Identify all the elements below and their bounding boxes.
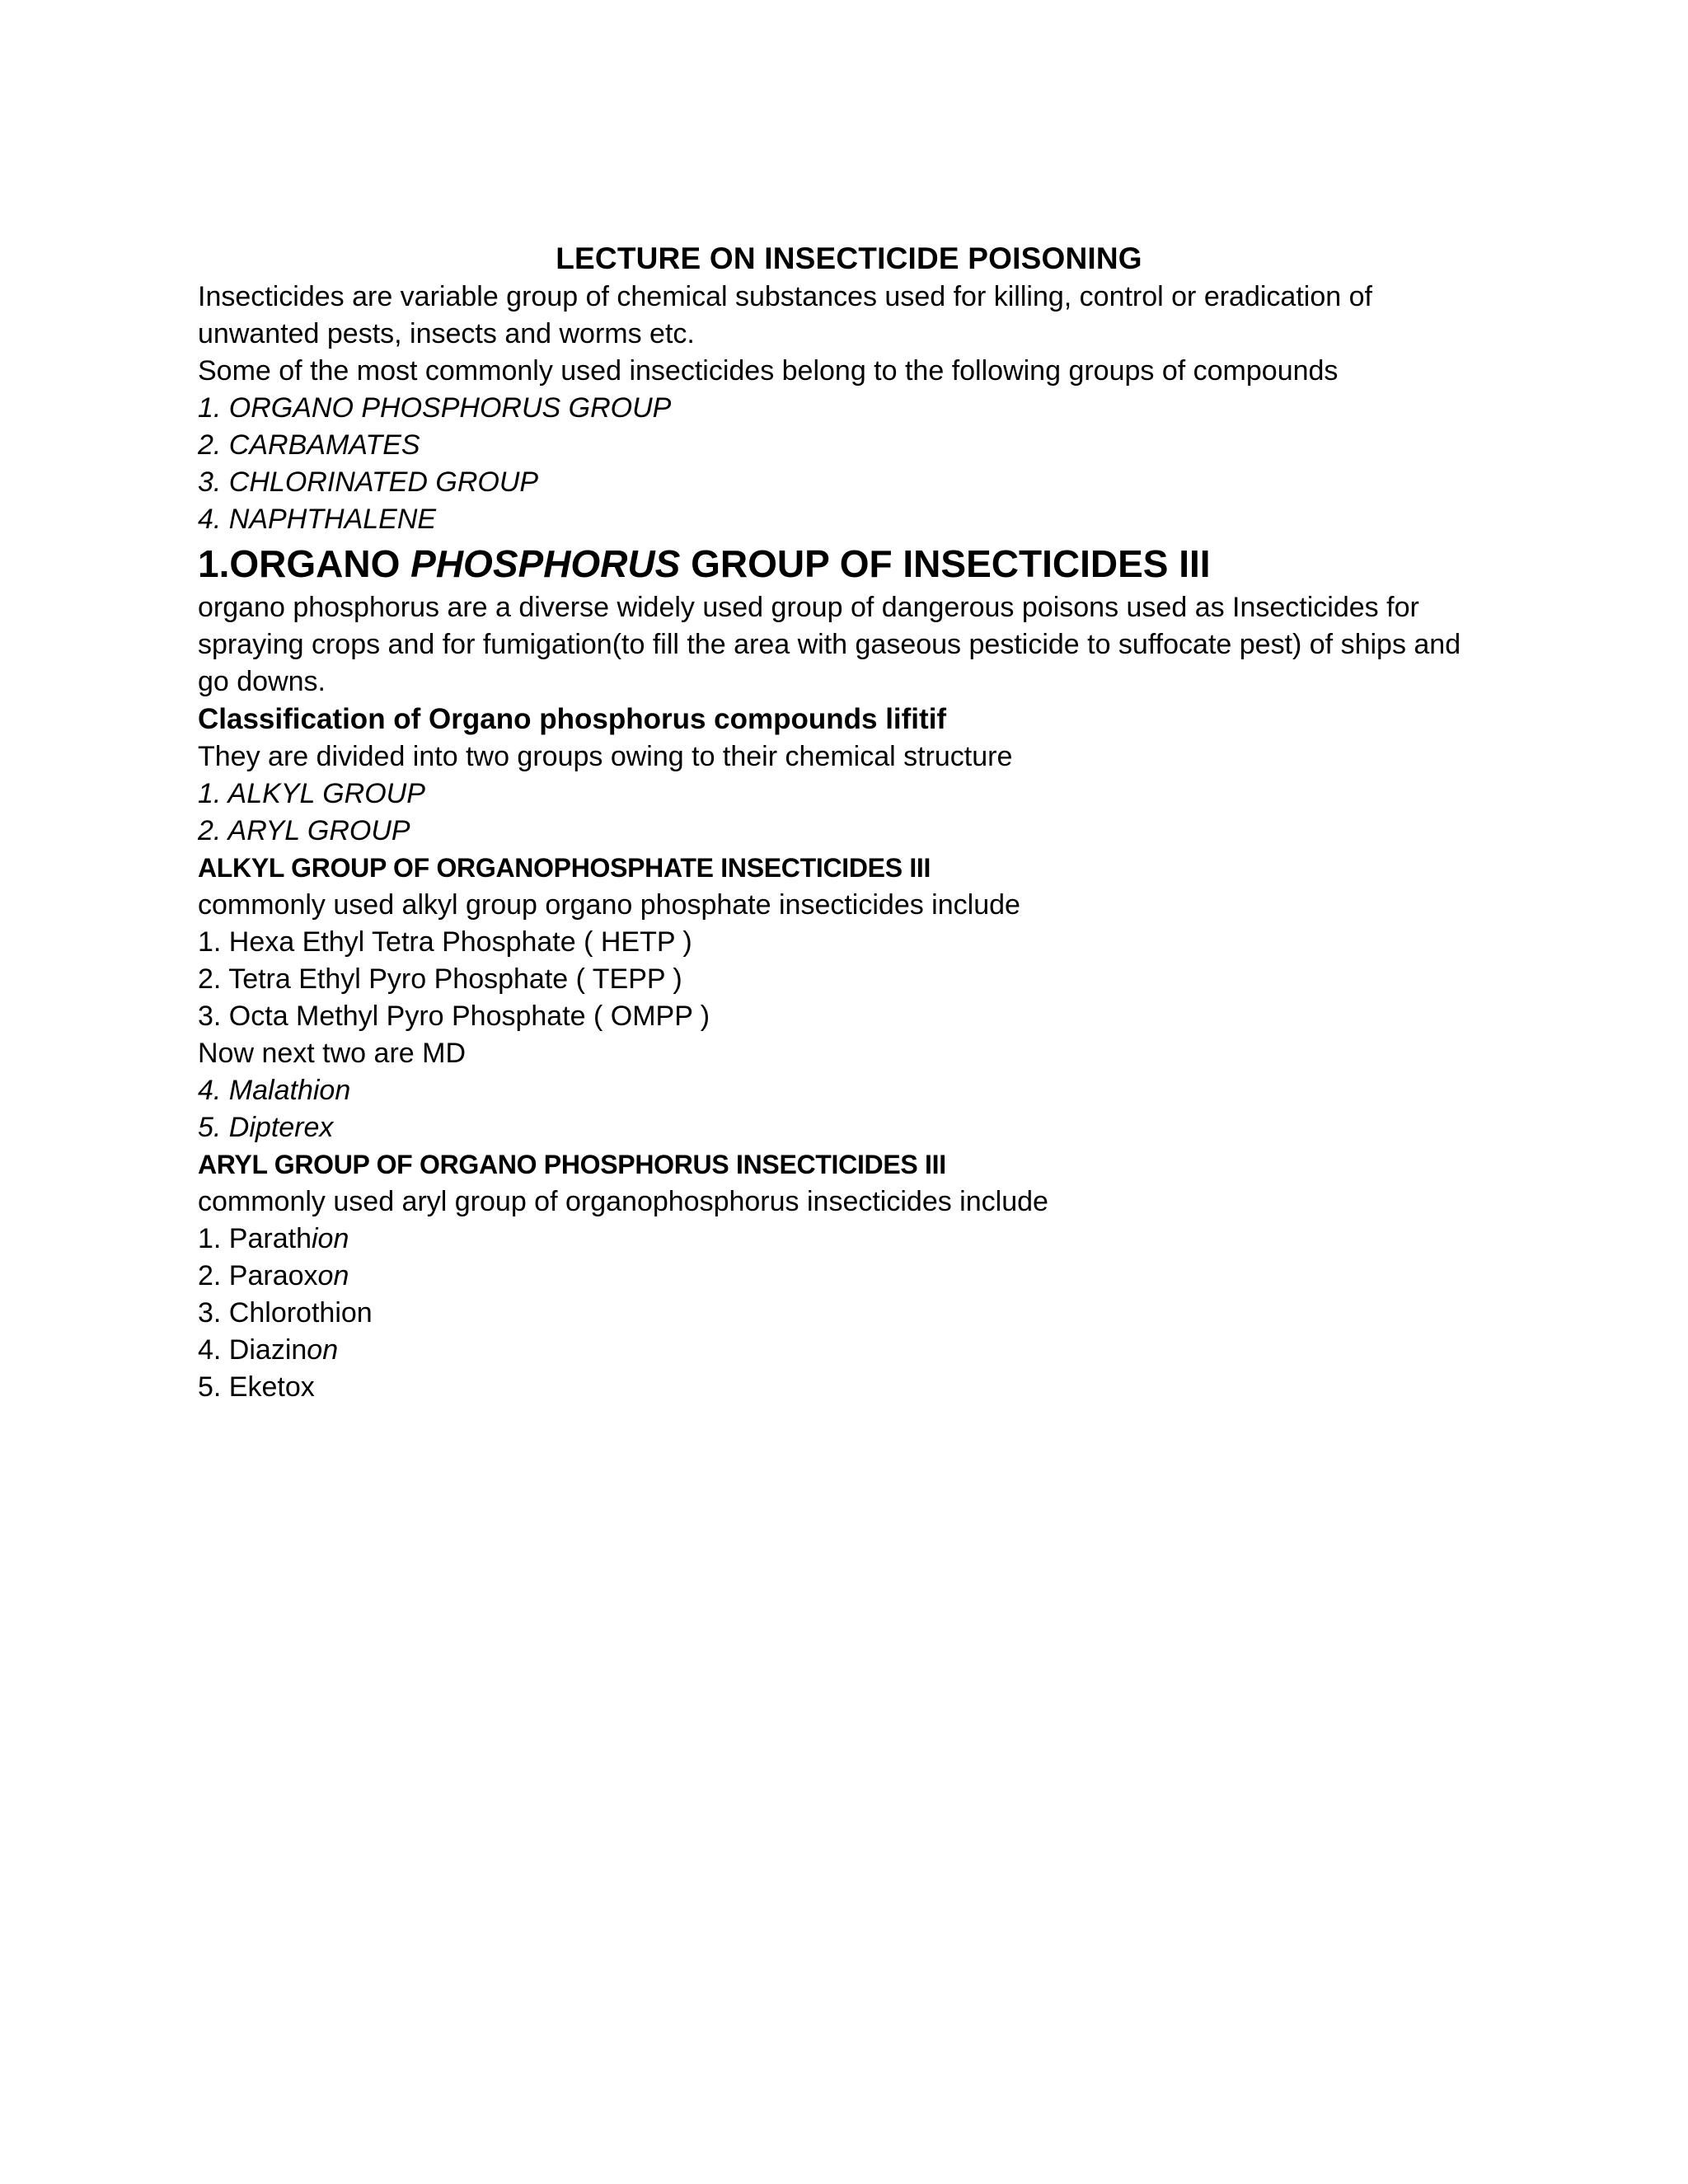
aryl-item-plain: 4. Diazin <box>198 1334 307 1366</box>
intro-line-1: Insecticides are variable group of chemical substances used for killing, control or eradication of <box>198 281 1372 312</box>
classification-item-aryl: 2. ARYL GROUP <box>198 815 410 846</box>
section-heading-post: GROUP OF INSECTICIDES III <box>680 542 1211 585</box>
alkyl-item-hetp: 1. Hexa Ethyl Tetra Phosphate ( HETP ) <box>198 926 692 958</box>
alkyl-heading: ALKYL GROUP OF ORGANOPHOSPHATE INSECTICIDES III <box>198 853 931 883</box>
aryl-text: commonly used aryl group of organophosphorus insecticides include <box>198 1186 1048 1217</box>
intro-line-2: unwanted pests, insects and worms etc. <box>198 318 695 349</box>
aryl-item-italic: on <box>317 1260 349 1291</box>
alkyl-text: commonly used alkyl group organo phosphate insecticides include <box>198 889 1020 921</box>
classification-heading: Classification of Organo phosphorus compounds lifitif <box>198 703 947 735</box>
group-item-organo-phosphorus: 1. ORGANO PHOSPHORUS GROUP <box>198 392 672 424</box>
alkyl-item-tepp: 2. Tetra Ethyl Pyro Phosphate ( TEPP ) <box>198 963 682 995</box>
aryl-item-parathion <box>198 1221 1500 1258</box>
aryl-item-eketox <box>198 1369 1500 1406</box>
classification-text: They are divided into two groups owing to their chemical structure <box>198 741 1013 772</box>
classification-item-alkyl: 1. ALKYL GROUP <box>198 778 425 809</box>
section1-para-line-1: organo phosphorus are a diverse widely used group of dangerous poisons used as Insecticides for <box>198 592 1419 623</box>
alkyl-note: Now next two are MD <box>198 1038 466 1069</box>
aryl-item-italic: on <box>307 1334 339 1366</box>
aryl-item-paraoxon <box>198 1258 1500 1295</box>
aryl-item-chlorothion <box>198 1295 1500 1332</box>
section-heading-organo-phosphorus <box>198 538 1500 589</box>
group-item-carbamates: 2. CARBAMATES <box>198 429 420 461</box>
aryl-item-plain: 5. Eketox <box>198 1371 315 1403</box>
aryl-item-italic: ion <box>311 1223 349 1254</box>
aryl-item-plain: 2. Paraox <box>198 1260 318 1291</box>
section-heading-italic: PHOSPHORUS <box>410 542 681 585</box>
alkyl-md-item-malathion: 4. Malathion <box>198 1075 351 1106</box>
aryl-item-plain: 1. Parath <box>198 1223 312 1254</box>
section1-para-line-2: spraying crops and for fumigation(to fill the area with gaseous pesticide to suffocate pest) of ships and <box>198 629 1461 660</box>
aryl-item-diazinon <box>198 1332 1500 1369</box>
aryl-item-plain: 3. Chlorothion <box>198 1297 373 1329</box>
section1-para-line-3: go downs. <box>198 666 326 697</box>
alkyl-item-ompp: 3. Octa Methyl Pyro Phosphate ( OMPP ) <box>198 1001 710 1032</box>
aryl-heading: ARYL GROUP OF ORGANO PHOSPHORUS INSECTICIDES III <box>198 1150 946 1179</box>
alkyl-md-item-dipterex: 5. Dipterex <box>198 1112 334 1143</box>
group-item-naphthalene: 4. NAPHTHALENE <box>198 504 437 535</box>
group-item-chlorinated: 3. CHLORINATED GROUP <box>198 466 539 498</box>
document-title: LECTURE ON INSECTICIDE POISONING <box>556 241 1142 275</box>
intro-line-3: Some of the most commonly used insecticides belong to the following groups of compounds <box>198 355 1339 387</box>
section-heading-pre: 1.ORGANO <box>198 542 411 585</box>
document-body <box>198 239 1500 1406</box>
